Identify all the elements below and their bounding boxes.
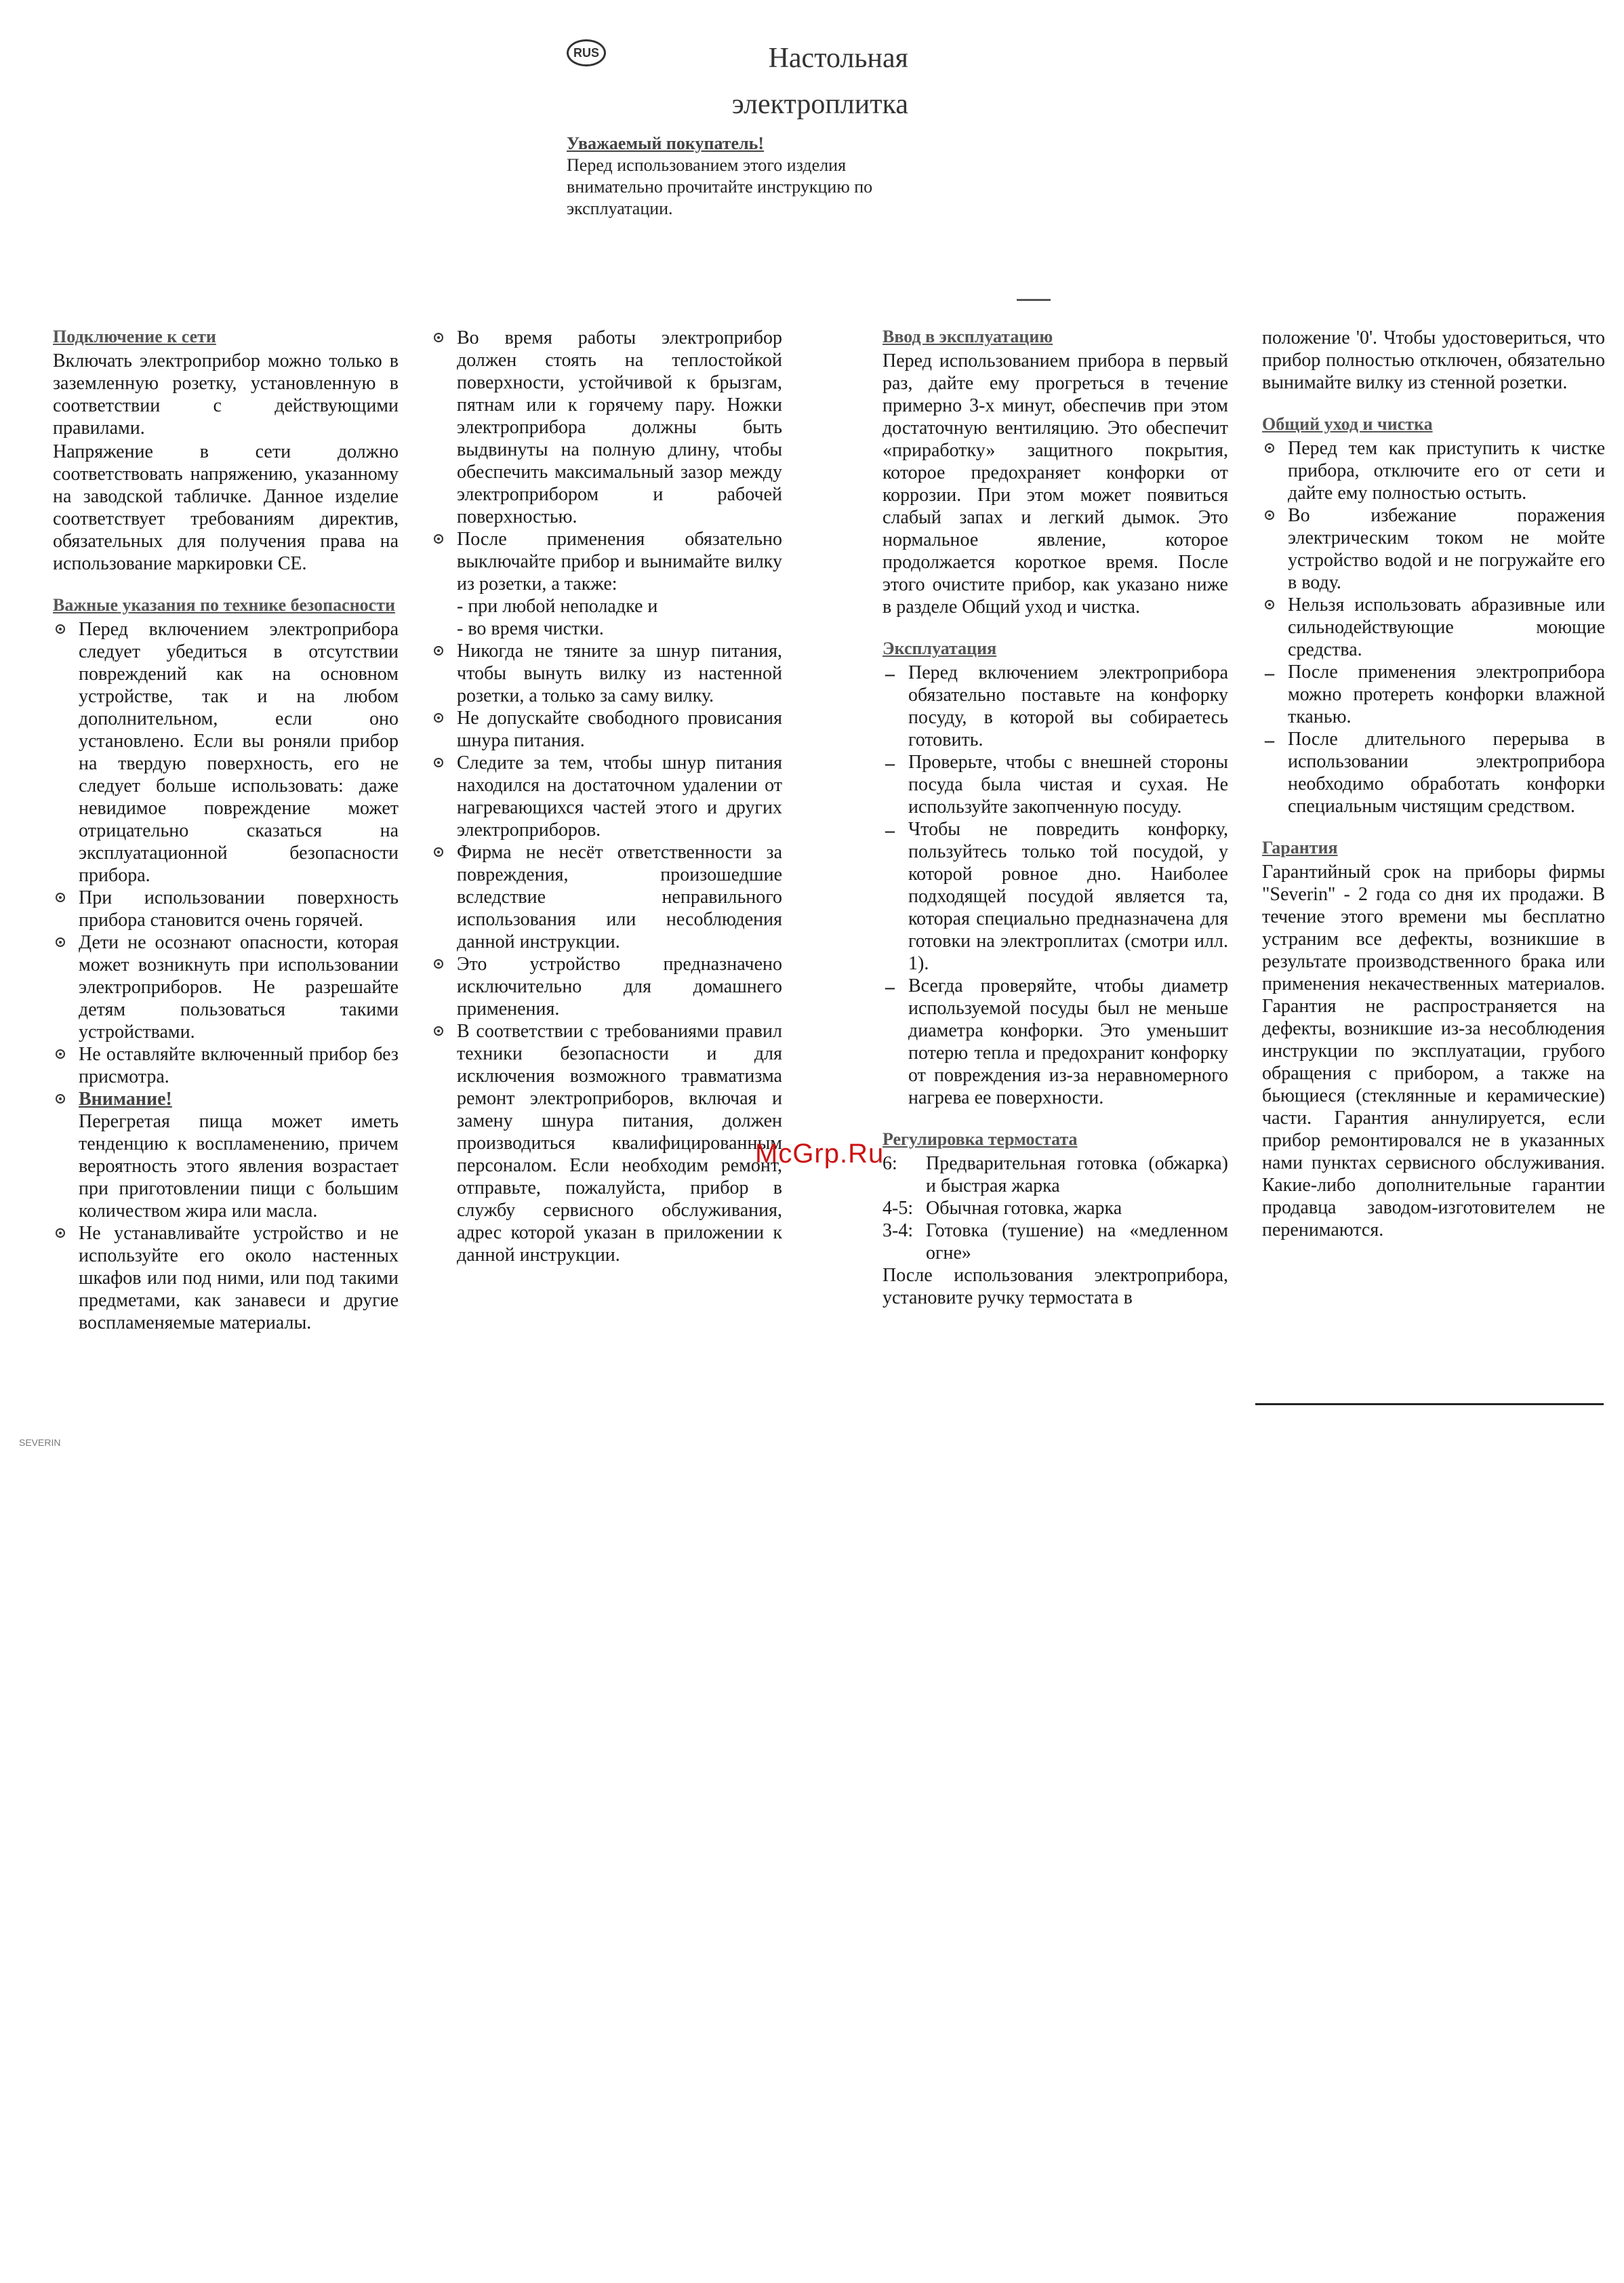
list-item: – Чтобы не повредить конфорку, пользуйтесь только той посудой, у которой ровное дно. Наиболее подходящей посудой является та, которая специально предназначена для готовки на электроплитах (смотри илл. 1). (885, 819, 1228, 974)
list-item (53, 1088, 399, 1222)
use-list (882, 662, 1228, 1109)
bullet-icon (434, 758, 443, 767)
bullet-icon (434, 1026, 443, 1036)
bullet-icon (56, 624, 65, 634)
thermo-level: 4-5: (882, 1198, 914, 1219)
connection-paragraph-2: Напряжение в сети должно соответствовать напряжению, указанному на заводской табличке. Данное изделие соответствует требованиям директив, обязательных для получения права на использование маркировки CE. (53, 441, 399, 574)
safety-list (53, 618, 399, 1334)
thermo-level: 3-4: (882, 1220, 914, 1241)
list-item: В соответствии с требованиями правил техники безопасности и для исключения возможного травматизма ремонт электроприборов, включая и замену шнура питания, должен производиться квалифицированным персоналом. Если необходим ремонт, отправьте, пожалуйста, прибор в службу сервисного обслуживания, адрес которой указан в приложении к данной инструкции. (431, 1020, 782, 1266)
dash-icon: – (885, 664, 895, 685)
bullet-icon (434, 534, 443, 544)
list-item: – Всегда проверяйте, чтобы диаметр используемой посуды был не меньше диаметра конфорки. Это уменьшит потерю тепла и предохранит конфорку от повреждения из-за неравномерного нагрева ее поверхности. (885, 975, 1228, 1108)
bullet-icon (1265, 443, 1274, 453)
attention-text: Перегретая пища может иметь тенденцию к воспламенению, причем вероятность этого явления возрастает при приготовлении пищи с большим количеством жира или масла. (79, 1111, 399, 1221)
list-item: Перед тем как приступить к чистке прибора, отключите его от сети и дайте ему полностью остыть. (1262, 437, 1605, 504)
start-paragraph: Перед использованием прибора в первый раз, дайте ему прогреться в течение примерно 3-х минут, обеспечив при этом достаточную вентиляцию. Это обеспечит «приработку» защитного покрытия, которое предохраняет конфорки от коррозии. При этом может появиться слабый запах и легкий дымок. Это нормальное явление, которое продолжается короткое время. После этого очистите прибор, как указано ниже в разделе Общий уход и чистка. (882, 350, 1228, 618)
section-heading-thermostat: Регулировка термостата (882, 1129, 1078, 1149)
dash-icon: – (1265, 730, 1274, 751)
bullet-icon (434, 713, 443, 723)
thermo-text: Обычная готовка, жарка (926, 1198, 1122, 1219)
list-item: Перед включением электроприбора следует убедиться в отсутствии повреждений как на основном устройстве, так и на любом дополнительном, если оно установлено. Если вы роняли прибор на твердую поверхность, его не следует больше использовать: даже невидимое повреждение может отрицательно сказаться на эксплуатационной безопасности прибора. (53, 618, 399, 887)
attention-label: Внимание! (79, 1089, 172, 1110)
list-item: Не устанавливайте устройство и не используйте его около настенных шкафов или под ними, или под такими предметами, как занавеси и другие воспламеняемые материалы. (53, 1222, 399, 1334)
intro-heading: Уважаемый покупатель! (567, 134, 765, 153)
list-item: Нельзя использовать абразивные или сильнодействующие моющие средства. (1262, 594, 1605, 661)
thermo-text: Готовка (тушение) на «медленном огне» (926, 1220, 1228, 1264)
safety-list-continued (431, 327, 782, 1266)
divider-mark (1017, 299, 1051, 301)
dash-icon: – (1265, 663, 1274, 684)
list-item: Во время работы электроприбор должен стоять на теплостойкой поверхности, устойчивой к брызгам, пятнам или к горячему пару. Ножки электроприбора должны быть выдвинуты на полную длину, чтобы обеспечить максимальный зазор между электроприбором и рабочей поверхностью. (431, 327, 782, 528)
end-rule (1255, 1403, 1604, 1405)
bullet-icon (434, 333, 443, 342)
thermo-text: Предварительная готовка (обжарка) и быстрая жарка (926, 1153, 1228, 1196)
page-title: Настольная электроплитка (731, 43, 908, 120)
section-heading-warranty: Гарантия (1262, 838, 1338, 857)
intro-text: Перед использованием этого изделия внимательно прочитайте инструкцию по эксплуатации. (567, 155, 873, 218)
bullet-icon (434, 847, 443, 857)
section-heading-start: Ввод в эксплуатацию (882, 327, 1053, 346)
column-2 (431, 327, 782, 1266)
section-heading-safety: Важные указания по технике безопасности (53, 595, 395, 615)
column-1 (53, 327, 399, 1334)
section-heading-connection: Подключение к сети (53, 327, 216, 346)
dash-icon: – (885, 977, 895, 998)
bullet-icon (56, 1049, 65, 1059)
care-list (1262, 437, 1605, 817)
thermo-level: 6: (882, 1153, 897, 1174)
thermostat-table (882, 1152, 1228, 1264)
sub-item: - при любой неполадке и (457, 596, 658, 617)
list-item: – Проверьте, чтобы с внешней стороны посуда была чистая и сухая. Не используйте закопченную посуду. (885, 752, 1228, 817)
list-item: – После применения электроприбора можно протереть конфорки влажной тканью. (1265, 662, 1605, 727)
list-item: Фирма не несёт ответственности за повреждения, произошедшие вследствие неправильного использования или несоблюдения данной инструкции. (431, 841, 782, 953)
list-item: – После длительного перерыва в использовании электроприбора необходимо обработать конфорки специальным чистящим средством. (1265, 729, 1605, 817)
list-item: Никогда не тяните за шнур питания, чтобы вынуть вилку из настенной розетки, а только за саму вилку. (431, 640, 782, 707)
dash-icon: – (885, 753, 895, 774)
list-item: Следите за тем, чтобы шнур питания находился на достаточном удалении от нагревающихся частей этого и других электроприборов. (431, 752, 782, 841)
warranty-paragraph: Гарантийный срок на приборы фирмы "Severin" - 2 года со дня их продажи. В течение этого времени мы бесплатно устраним все дефекты, возникшие в результате производственного брака или применения некачественных материалов. Гарантия не распространяется на дефекты, возникшие из-за несоблюдения инструкции по эксплуатации, грубого обращения с прибором, а также на бьющиеся (стеклянные и керамические) части. Гарантия аннулируется, если прибор ремонтировался не в указанных нами пунктах сервисного обслуживания. Какие-либо дополнительные гарантии продавца заводом-изготовителем не перенимаются. (1262, 862, 1605, 1240)
bullet-icon (56, 937, 65, 947)
after-use-paragraph: После использования электроприбора, установите ручку термостата в (882, 1265, 1228, 1308)
continuation-paragraph: положение '0'. Чтобы удостовериться, что прибор полностью отключен, обязательно вынимайте вилку из стенной розетки. (1262, 327, 1605, 393)
intro-note (567, 133, 919, 220)
column-4 (1262, 327, 1605, 1242)
bullet-icon (56, 1094, 65, 1104)
bullet-icon (56, 893, 65, 902)
language-badge: RUS (567, 39, 606, 66)
footer-mark: SEVERIN (19, 1437, 61, 1448)
connection-paragraph-1: Включать электроприбор можно только в заземленную розетку, установленную в соответствии с действующими правилами. (53, 350, 399, 439)
watermark: McGrp.Ru (755, 1139, 885, 1169)
list-item: Это устройство предназначено исключительно для домашнего применения. (431, 953, 782, 1020)
column-3 (882, 327, 1228, 1310)
bullet-icon (56, 1228, 65, 1238)
bullet-icon (434, 959, 443, 969)
section-heading-care: Общий уход и чистка (1262, 414, 1433, 434)
bullet-icon (434, 646, 443, 655)
section-heading-use: Эксплуатация (882, 639, 997, 658)
list-item: Дети не осознают опасности, которая может возникнуть при использовании электроприборов. Не разрешайте детям пользоваться такими устройствами. (53, 931, 399, 1043)
bullet-icon (1265, 510, 1274, 520)
sub-item: - во время чистки. (457, 618, 604, 639)
list-item: Во избежание поражения электрическим током не мойте устройство водой и не погружайте его в воду. (1262, 504, 1605, 594)
list-item: – Перед включением электроприбора обязательно поставьте на конфорку посуду, в которой вы собираетесь готовить. (885, 662, 1228, 750)
list-item: При использовании поверхность прибора становится очень горячей. (53, 887, 399, 931)
list-item: После применения обязательно выключайте прибор и вынимайте вилку из розетки, а также: - при любой неполадке и - во время чистки. (431, 528, 782, 640)
dash-icon: – (885, 820, 895, 841)
list-item: Не допускайте свободного провисания шнура питания. (431, 707, 782, 752)
bullet-icon (1265, 600, 1274, 609)
list-item: Не оставляйте включенный прибор без присмотра. (53, 1043, 399, 1088)
